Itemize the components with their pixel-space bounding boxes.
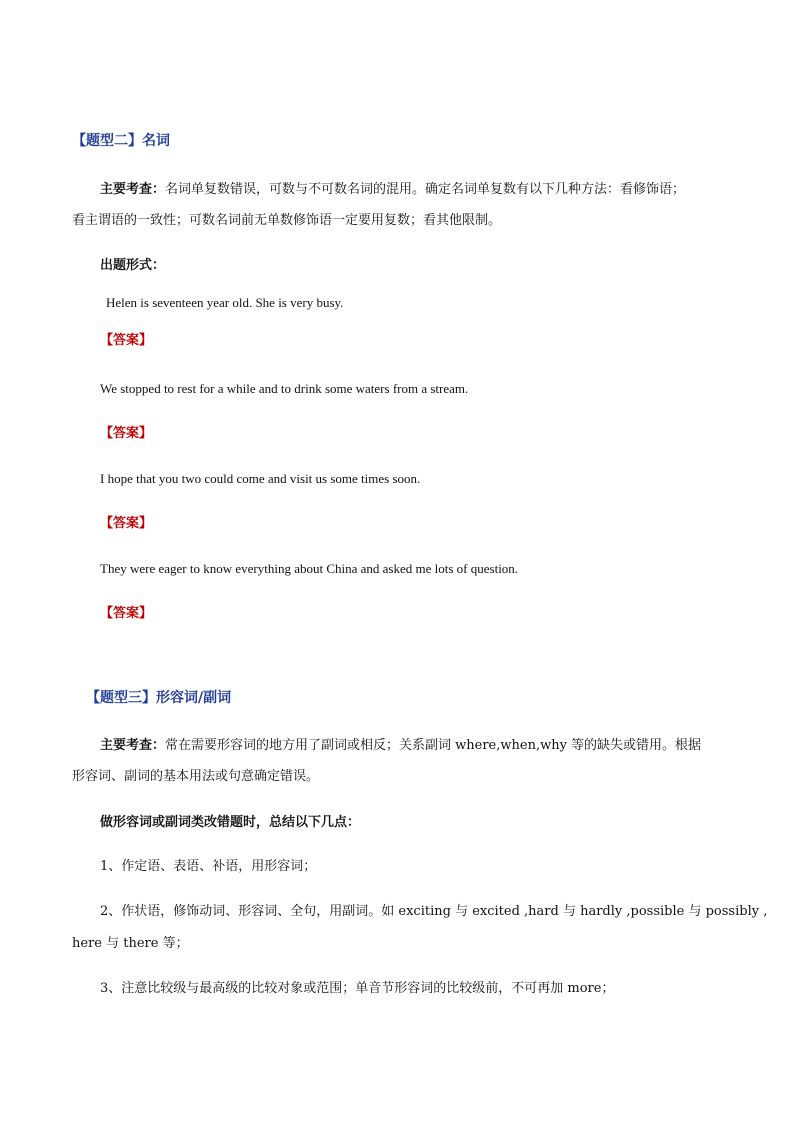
main-focus-label: 主要考查： (100, 738, 166, 753)
section2-heading: 【题型二】名词 (72, 133, 170, 149)
point-2-line1: 2、作状语，修饰动词、形容词、全句，用副词。如 exciting 与 excited ,hard 与 hardly ,possible 与 possibly , (100, 904, 768, 919)
answer-label-2: 【答案】 (100, 426, 153, 441)
main-focus-label: 主要考查： (100, 182, 166, 197)
section2-main-line1 (100, 180, 685, 200)
point-1: 1、作定语、表语、补语，用形容词； (100, 859, 317, 874)
example-sentence-3: I hope that you two could come and visit us some times soon. (100, 471, 421, 486)
question-form-label: 出题形式： (100, 258, 166, 273)
summary-heading: 做形容词或副词类改错题时，总结以下几点： (100, 815, 361, 830)
example-sentence-2: We stopped to rest for a while and to drink some waters from a stream. (100, 381, 469, 396)
section3-main-line2: 形容词、副词的基本用法或句意确定错误。 (72, 769, 320, 784)
section3-heading: 【题型三】形容词/副词 (86, 690, 232, 706)
section2-main-line2: 看主谓语的一致性；可数名词前无单数修饰语一定要用复数；看其他限制。 (72, 213, 502, 228)
point-2-line2: here 与 there 等； (72, 936, 189, 951)
answer-label-3: 【答案】 (100, 516, 153, 531)
section3-main-line1 (100, 736, 701, 756)
point-3: 3、注意比较级与最高级的比较对象或范围；单音节形容词的比较级前，不可再加 more； (100, 981, 615, 996)
answer-label-1: 【答案】 (100, 333, 153, 348)
example-sentence-4: They were eager to know everything about China and asked me lots of question. (100, 561, 519, 576)
example-sentence-1: Helen is seventeen year old. She is very busy. (106, 295, 344, 310)
main-focus-text: 名词单复数错误，可数与不可数名词的混用。确定名词单复数有以下几种方法：看修饰语； (165, 182, 686, 197)
main-focus-text: 常在需要形容词的地方用了副词或相反；关系副词 where,when,why 等的缺失或错用。根据 (165, 738, 702, 753)
answer-label-4: 【答案】 (100, 606, 153, 621)
